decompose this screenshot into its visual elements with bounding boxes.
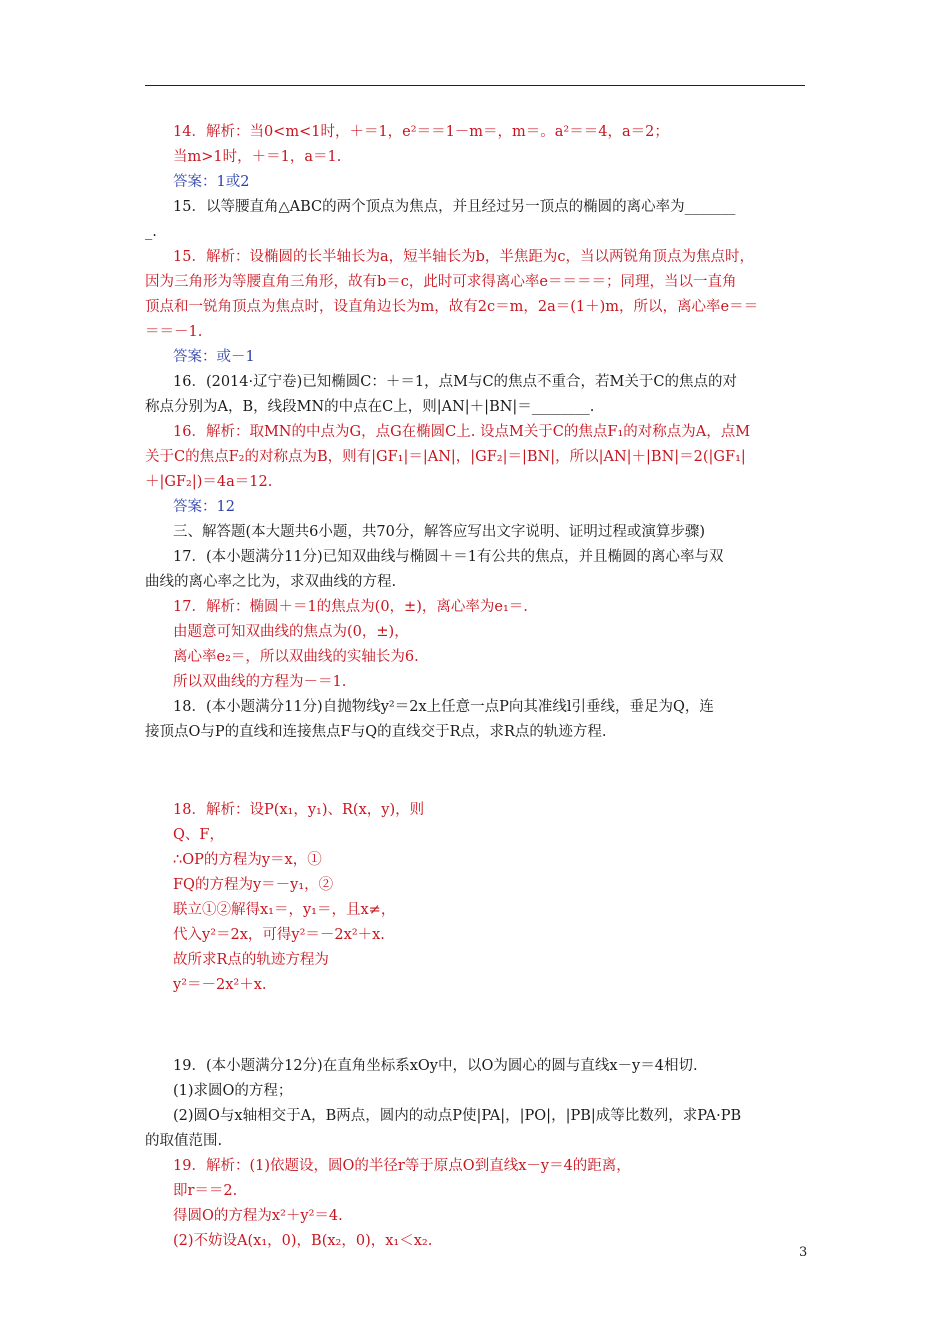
text-line: 答案：或－1	[173, 349, 255, 365]
text-line: 答案：1或2	[173, 174, 250, 190]
text-line: 16．解析：取MN的中点为G，点G在椭圆C上. 设点M关于C的焦点F₁的对称点为A，点M	[173, 424, 751, 440]
text-line: 顶点和一锐角顶点为焦点时，设直角边长为m，故有2c＝m，2a＝(1＋)m，所以，离心率e＝＝	[145, 299, 759, 315]
text-line: y²＝－2x²＋x.	[173, 977, 267, 993]
text-line: 的取值范围.	[145, 1133, 223, 1149]
text-line: 关于C的焦点F₂的对称点为B，则有|GF₁|＝|AN|，|GF₂|＝|BN|，所以|AN|＋|BN|＝2(|GF₁|	[145, 449, 746, 465]
text-line: 所以双曲线的方程为－＝1.	[173, 674, 347, 690]
text-line: (1)求圆O的方程；	[173, 1083, 293, 1099]
text-line: _.	[145, 224, 157, 240]
text-line: 15．以等腰直角△ABC的两个顶点为焦点，并且经过另一顶点的椭圆的离心率为_______	[173, 199, 736, 215]
text-line: 17．解析：椭圆＋＝1的焦点为(0，±)，离心率为e₁＝.	[173, 599, 528, 615]
text-line: 19．(本小题满分12分)在直角坐标系xOy中，以O为圆心的圆与直线x－y＝4相切.	[173, 1058, 698, 1074]
text-line: ＝＝－1.	[145, 324, 203, 340]
text-line: Q、F，	[173, 827, 224, 843]
text-line: 14．解析：当0<m<1时，＋＝1，e²＝＝1－m＝，m＝。a²＝＝4，a＝2；	[173, 124, 669, 140]
text-line: 19．解析：(1)依题设，圆O的半径r等于原点O到直线x－y＝4的距离，	[173, 1158, 631, 1174]
text-line: 接顶点O与P的直线和连接焦点F与Q的直线交于R点，求R点的轨迹方程.	[145, 724, 607, 740]
text-line: 当m>1时，＋＝1，a＝1.	[173, 149, 342, 165]
text-line: 16．(2014·辽宁卷)已知椭圆C：＋＝1，点M与C的焦点不重合，若M关于C的焦点的对	[173, 374, 737, 390]
spacer	[145, 761, 810, 782]
text-line: 三、解答题(本大题共6小题，共70分，解答应写出文字说明、证明过程或演算步骤)	[173, 524, 705, 540]
text-line: 得圆O的方程为x²＋y²＝4.	[173, 1208, 343, 1224]
text-line: 即r＝＝2.	[173, 1183, 238, 1199]
text-line: ∴OP的方程为y＝x，①	[173, 852, 322, 868]
text-line: 因为三角形为等腰直角三角形，故有b＝c，此时可求得离心率e＝＝＝＝；同理，当以一直角	[145, 274, 737, 290]
spacer	[145, 1014, 810, 1038]
text-line: 联立①②解得x₁＝，y₁＝，且x≠，	[173, 902, 396, 918]
text-line: 答案：12	[173, 499, 235, 515]
text-line: 离心率e₂＝，所以双曲线的实轴长为6.	[173, 649, 419, 665]
header-rule	[145, 85, 805, 86]
text-line: FQ的方程为y＝－y₁，②	[173, 877, 334, 893]
text-line: 18．(本小题满分11分)自抛物线y²＝2x上任意一点P向其准线l引垂线，垂足为Q，连	[173, 699, 714, 715]
text-line: 故所求R点的轨迹方程为	[173, 952, 329, 968]
text-line: 曲线的离心率之比为，求双曲线的方程.	[145, 574, 397, 590]
text-line: (2)不妨设A(x₁，0)，B(x₂，0)，x₁＜x₂.	[173, 1233, 433, 1249]
text-line: (2)圆O与x轴相交于A，B两点，圆内的动点P使|PA|，|PO|，|PB|成等比数列，求PA·PB	[173, 1108, 742, 1124]
text-line: 由题意可知双曲线的焦点为(0，±)，	[173, 624, 409, 640]
page-number: 3	[799, 1245, 808, 1260]
text-line: 代入y²＝2x，可得y²＝－2x²＋x.	[173, 927, 385, 943]
text-line: 18．解析：设P(x₁，y₁)、R(x，y)，则	[173, 802, 425, 818]
text-line: ＋|GF₂|)＝4a＝12.	[145, 474, 273, 490]
text-line: 称点分别为A，B，线段MN的中点在C上，则|AN|＋|BN|＝________.	[145, 399, 595, 415]
text-line: 15．解析：设椭圆的长半轴长为a，短半轴长为b，半焦距为c，当以两锐角顶点为焦点时，	[173, 249, 754, 265]
page-content	[145, 120, 810, 1254]
text-line: 17．(本小题满分11分)已知双曲线与椭圆＋＝1有公共的焦点，并且椭圆的离心率与双	[173, 549, 724, 565]
